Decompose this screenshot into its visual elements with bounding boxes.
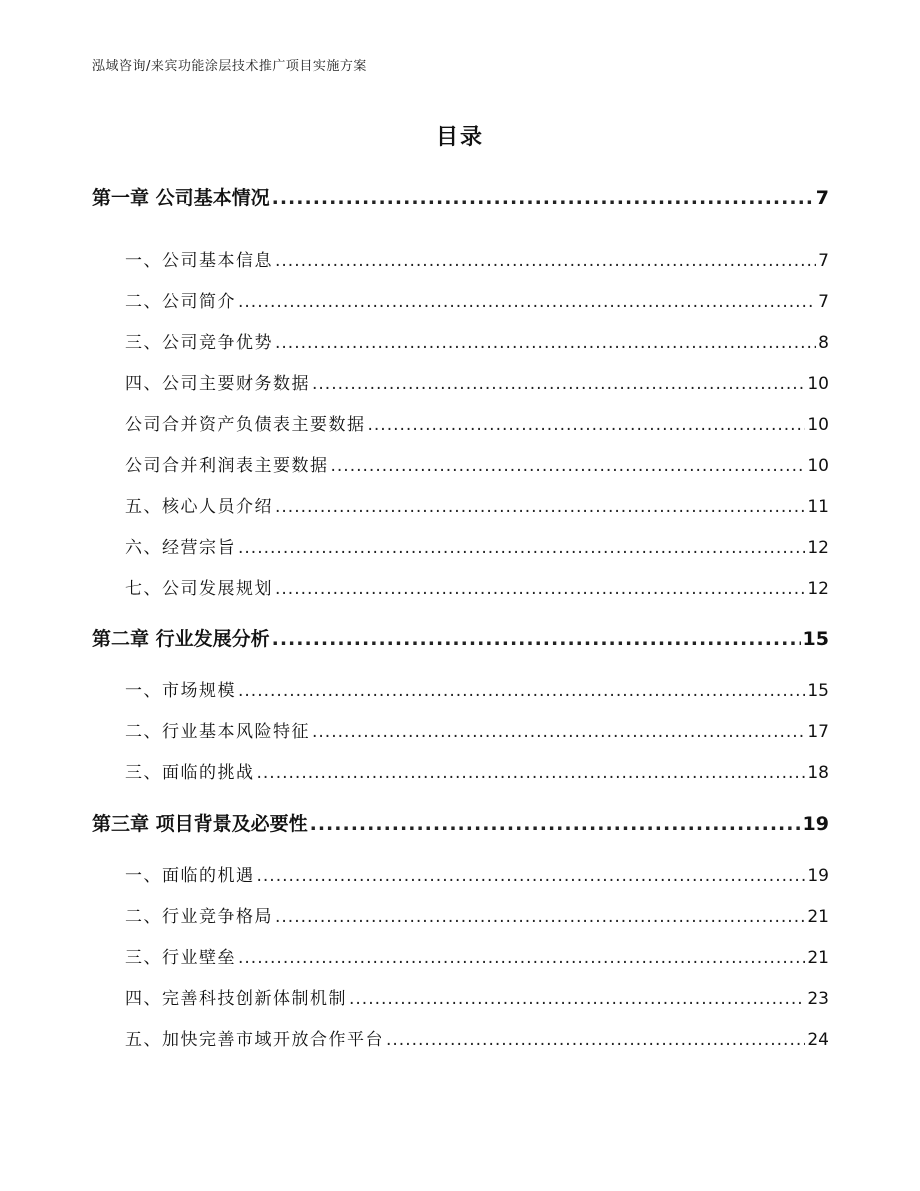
- toc-chapter-1[interactable]: [92, 183, 829, 210]
- toc-chapter-3[interactable]: [92, 809, 829, 836]
- toc-entry[interactable]: [125, 328, 829, 353]
- toc-page-number: 10: [807, 456, 829, 476]
- toc-entry[interactable]: [125, 287, 829, 312]
- toc-page-number: 15: [802, 628, 829, 650]
- toc-title: 目录: [435, 125, 484, 150]
- dot-leader: [275, 907, 805, 927]
- toc-entry[interactable]: [125, 574, 829, 599]
- toc-page-number: 12: [807, 579, 829, 599]
- toc-entry[interactable]: [125, 676, 829, 701]
- toc-entry-number: 四、: [125, 374, 162, 394]
- toc-entry-number: 五、: [125, 1030, 162, 1050]
- toc-entry[interactable]: [125, 861, 829, 886]
- toc-page-number: 11: [807, 497, 829, 517]
- toc-entry-number: 一、: [125, 681, 162, 701]
- dot-leader: [238, 948, 805, 968]
- toc-entry-label: 公司主要财务数据: [162, 374, 310, 394]
- toc-entry-label: 经营宗旨: [162, 538, 236, 558]
- toc-entry-label: 完善科技创新体制机制: [162, 989, 347, 1009]
- toc-entry-label: 公司合并利润表主要数据: [125, 456, 329, 476]
- toc-entry-label: 公司基本信息: [162, 251, 273, 271]
- toc-page-number: 19: [807, 866, 829, 886]
- dot-leader: [368, 415, 806, 435]
- dot-leader: [275, 497, 805, 517]
- toc-entry-label: 面临的机遇: [162, 866, 255, 886]
- toc-entry[interactable]: [125, 246, 829, 271]
- toc-entry-number: 三、: [125, 333, 162, 353]
- dot-leader: [272, 628, 801, 650]
- toc-page-number: 23: [807, 989, 829, 1009]
- running-header: 泓域咨询/来宾功能涂层技术推广项目实施方案: [92, 59, 367, 74]
- toc-page-number: 19: [802, 813, 829, 835]
- toc-entry[interactable]: [125, 758, 829, 783]
- toc-entry-number: 二、: [125, 907, 162, 927]
- toc-page-number: 8: [818, 333, 829, 353]
- toc-page-number: 15: [807, 681, 829, 701]
- toc-page-number: 17: [807, 722, 829, 742]
- dot-leader: [349, 989, 805, 1009]
- toc-entry[interactable]: [125, 492, 829, 517]
- toc-page-number: 7: [815, 187, 829, 209]
- toc-page-number: 7: [818, 251, 829, 271]
- toc-entry-label: 公司简介: [162, 292, 236, 312]
- toc-entry-number: 一、: [125, 866, 162, 886]
- toc-entry-number: 七、: [125, 579, 162, 599]
- dot-leader: [331, 456, 806, 476]
- toc-entry-number: 四、: [125, 989, 162, 1009]
- toc-entry-number: 二、: [125, 292, 162, 312]
- toc-entry-label: 面临的挑战: [162, 763, 255, 783]
- toc-entry-label: 加快完善市域开放合作平台: [162, 1030, 384, 1050]
- toc-entry-label: 行业竞争格局: [162, 907, 273, 927]
- toc-chapter-label: 第二章 行业发展分析: [92, 628, 270, 650]
- toc-entry-number: 六、: [125, 538, 162, 558]
- toc-entry-label: 行业基本风险特征: [162, 722, 310, 742]
- toc-page-number: 21: [807, 907, 829, 927]
- dot-leader: [275, 579, 805, 599]
- toc-entry-number: 一、: [125, 251, 162, 271]
- toc-entry-number: 二、: [125, 722, 162, 742]
- toc-entry-number: 三、: [125, 763, 162, 783]
- dot-leader: [257, 866, 806, 886]
- toc-chapter-label: 第三章 项目背景及必要性: [92, 813, 308, 835]
- dot-leader: [238, 292, 816, 312]
- toc-page-number: 7: [818, 292, 829, 312]
- toc-page-number: 10: [807, 415, 829, 435]
- toc-entry-label: 核心人员介绍: [162, 497, 273, 517]
- toc-page-number: 12: [807, 538, 829, 558]
- toc-entry-label: 市场规模: [162, 681, 236, 701]
- toc-page-number: 10: [807, 374, 829, 394]
- dot-leader: [312, 722, 805, 742]
- dot-leader: [275, 333, 816, 353]
- toc-page-number: 21: [807, 948, 829, 968]
- dot-leader: [238, 681, 805, 701]
- dot-leader: [310, 813, 801, 835]
- toc-entry-number: 五、: [125, 497, 162, 517]
- dot-leader: [275, 251, 816, 271]
- toc-entry[interactable]: [125, 451, 829, 476]
- toc-entry-label: 公司合并资产负债表主要数据: [125, 415, 366, 435]
- toc-entry[interactable]: [125, 410, 829, 435]
- toc-entry-label: 行业壁垒: [162, 948, 236, 968]
- toc-chapter-2[interactable]: [92, 624, 829, 651]
- toc-entry-number: 三、: [125, 948, 162, 968]
- toc-page-number: 18: [807, 763, 829, 783]
- dot-leader: [257, 763, 806, 783]
- dot-leader: [386, 1030, 805, 1050]
- toc-entry[interactable]: [125, 943, 829, 968]
- toc-entry[interactable]: [125, 1025, 829, 1050]
- toc-entry[interactable]: [125, 369, 829, 394]
- toc-entry[interactable]: [125, 717, 829, 742]
- toc-page-number: 24: [807, 1030, 829, 1050]
- toc-entry[interactable]: [125, 984, 829, 1009]
- toc-entry-label: 公司发展规划: [162, 579, 273, 599]
- dot-leader: [238, 538, 805, 558]
- toc-entry[interactable]: [125, 902, 829, 927]
- toc-entry-label: 公司竞争优势: [162, 333, 273, 353]
- dot-leader: [272, 187, 814, 209]
- dot-leader: [312, 374, 805, 394]
- toc-entry[interactable]: [125, 533, 829, 558]
- toc-chapter-label: 第一章 公司基本情况: [92, 187, 270, 209]
